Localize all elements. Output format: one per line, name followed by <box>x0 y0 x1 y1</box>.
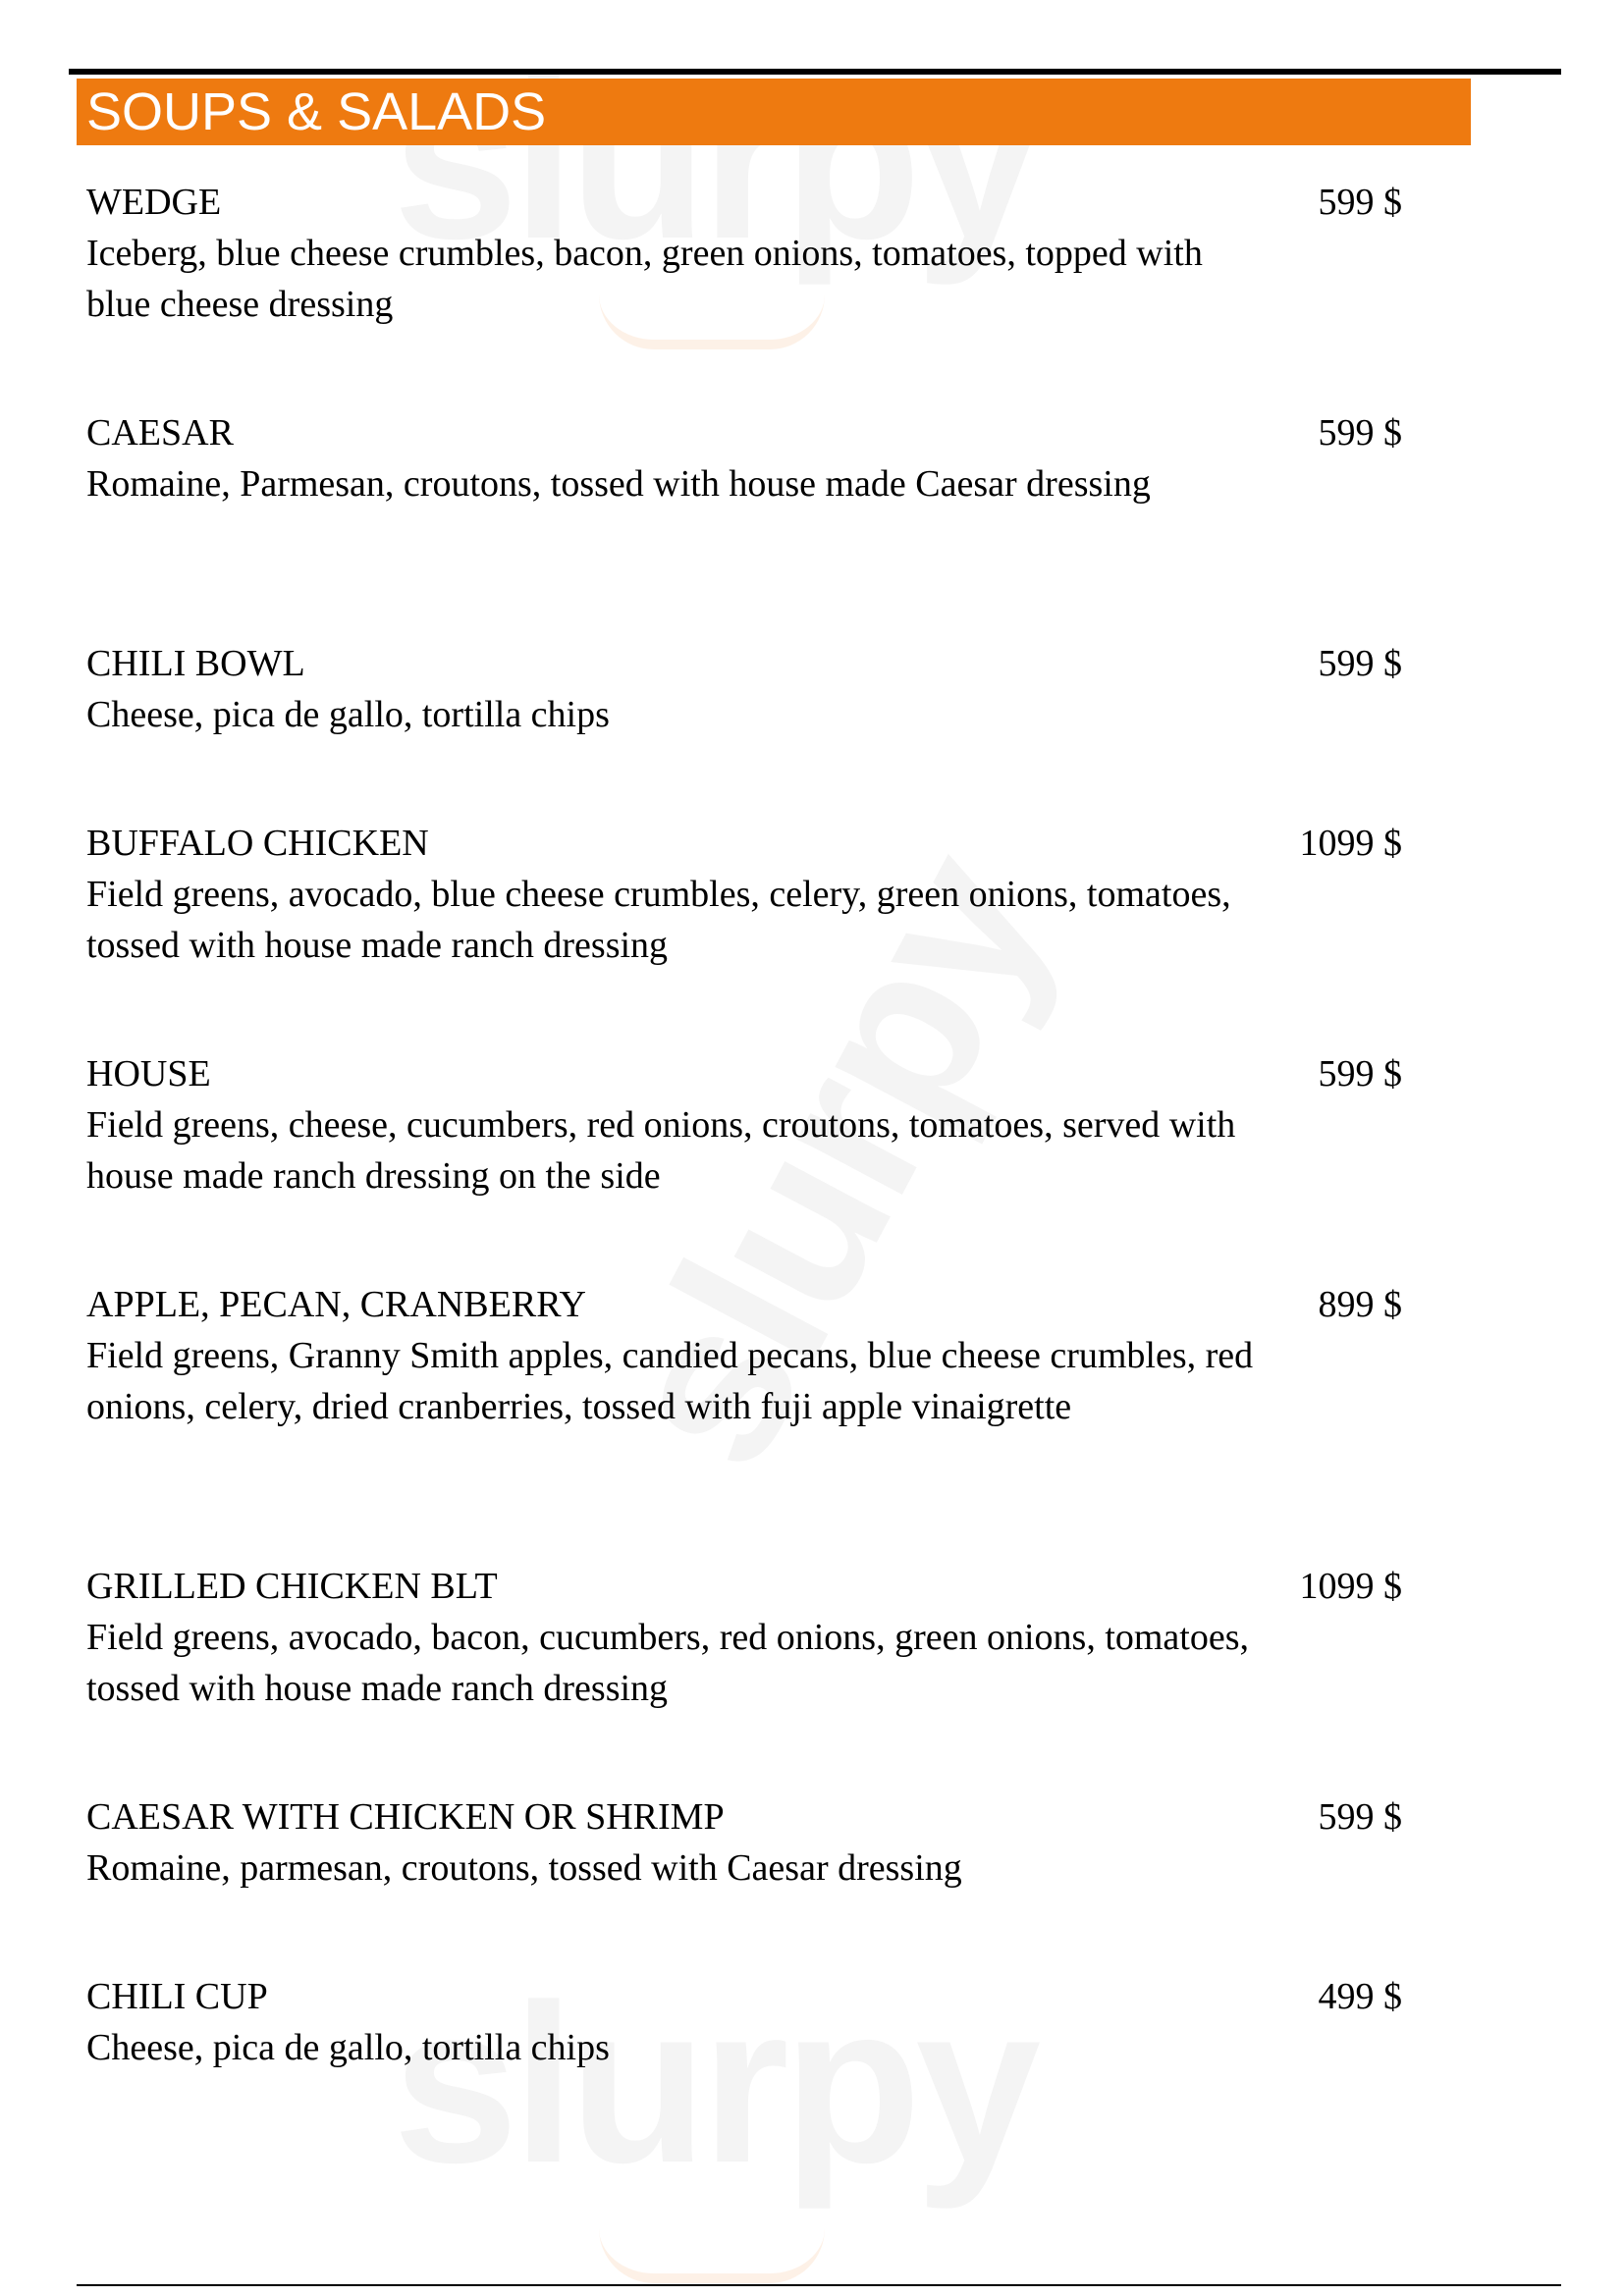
item-price: 599 $ <box>1318 182 1402 223</box>
item-name: CAESAR WITH CHICKEN OR SHRIMP <box>86 1796 725 1838</box>
item-name: GRILLED CHICKEN BLT <box>86 1566 498 1607</box>
menu-item <box>86 407 1402 509</box>
bottom-divider <box>77 2284 1561 2286</box>
top-divider <box>69 69 1561 75</box>
item-price: 599 $ <box>1318 1796 1402 1838</box>
item-description: Romaine, Parmesan, croutons, tossed with house made Caesar dressing <box>86 463 1151 505</box>
item-name: WEDGE <box>86 182 222 223</box>
menu-item <box>86 1048 1402 1201</box>
item-description: Iceberg, blue cheese crumbles, bacon, green onions, tomatoes, topped with blue cheese dressing <box>86 233 1203 325</box>
item-name: HOUSE <box>86 1053 211 1095</box>
item-price: 599 $ <box>1318 643 1402 684</box>
menu-item <box>86 1971 1402 2073</box>
menu-item <box>86 638 1402 740</box>
section-header <box>77 79 1471 145</box>
menu-item <box>86 1561 1402 1714</box>
item-description: Field greens, avocado, blue cheese crumbles, celery, green onions, tomatoes, tossed with house made ranch dressing <box>86 874 1231 966</box>
item-description: Field greens, avocado, bacon, cucumbers, red onions, green onions, tomatoes, tossed with house made ranch dressing <box>86 1617 1250 1709</box>
menu-item <box>86 1279 1402 1432</box>
item-price: 1099 $ <box>1299 823 1402 864</box>
item-description: Field greens, cheese, cucumbers, red onions, croutons, tomatoes, served with house made ranch dressing on the side <box>86 1104 1236 1197</box>
menu-item <box>86 818 1402 971</box>
item-description: Field greens, Granny Smith apples, candied pecans, blue cheese crumbles, red onions, celery, dried cranberries, tossed with fuji apple vinaigrette <box>86 1335 1254 1427</box>
menu-item <box>86 177 1402 330</box>
item-price: 1099 $ <box>1299 1566 1402 1607</box>
item-description: Cheese, pica de gallo, tortilla chips <box>86 694 610 735</box>
item-name: BUFFALO CHICKEN <box>86 823 429 864</box>
item-name: APPLE, PECAN, CRANBERRY <box>86 1284 586 1325</box>
item-name: CHILI BOWL <box>86 643 305 684</box>
menu-item <box>86 1791 1402 1894</box>
item-price: 499 $ <box>1318 1976 1402 2017</box>
item-description: Cheese, pica de gallo, tortilla chips <box>86 2027 610 2068</box>
item-price: 899 $ <box>1318 1284 1402 1325</box>
item-name: CHILI CUP <box>86 1976 268 2017</box>
item-price: 599 $ <box>1318 412 1402 454</box>
item-price: 599 $ <box>1318 1053 1402 1095</box>
section-title: SOUPS & SALADS <box>86 82 547 141</box>
item-name: CAESAR <box>86 412 234 454</box>
watermark-swoosh <box>599 2228 825 2283</box>
item-description: Romaine, parmesan, croutons, tossed with Caesar dressing <box>86 1847 962 1889</box>
